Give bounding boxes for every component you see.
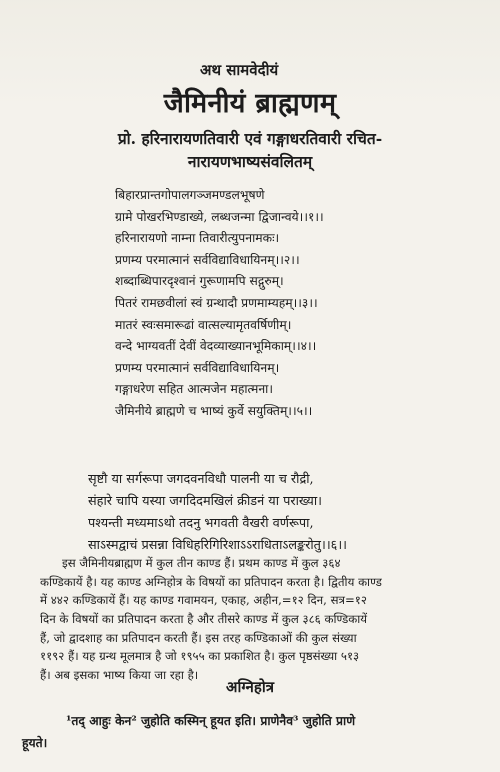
page-title: जैमिनीयं ब्राह्मणम् [163,88,337,119]
subtitle-line-1: प्रो. हरिनारायणतिवारी एवं गङ्गाधरतिवारी रचित- [117,129,383,148]
stanza-line: पश्यन्ती मध्यमाऽथो तदनु भगवती वैखरी वर्णरूपा, [88,516,314,531]
intro-paragraph [40,554,480,685]
paragraph-line: हैं, जो द्वादशाह का प्रतिपादन करती हैं। इस तरह कण्डिकाओं की कुल संख्या [40,630,357,645]
stanza-line: साऽस्मद्वाचं प्रसन्ना विधिहरिगिरिशाऽऽराधिताऽलङ्करोतु।।६।। [88,538,348,553]
verse-line: पितरं रामछवीलां स्वं ग्रन्थादौ प्रणमाम्यहम्।।३।। [115,295,318,310]
paragraph-line: में ४४२ कण्डिकायें हैं। यह काण्ड गवामयन, एकाह, अहीन,=१२ दिन, सत्र=१२ [40,593,367,608]
verse-line: वन्दे भाग्यवतीं देवीं वेदव्याख्यानभूमिकाम्।।४।। [115,339,317,354]
verse-line: प्रणम्य परमात्मानं सर्वविद्याविधायिनम्। [115,360,280,375]
verse-line: हरिनारायणो नाम्ना तिवारीत्युपनामकः। [115,231,280,246]
verse-line: मातरं स्वःसमारूढां वात्सल्यामृतवर्षिणीम्। [115,317,292,332]
verse-line: ग्रामे पोखरभिण्डाख्ये, लब्धजन्मा द्विजान्वये।।१।। [115,209,324,224]
pre-title: अथ सामवेदीयं [200,61,279,79]
verse-line: शब्दाब्धिपारदृश्वानं गुरूणामपि सद्गुरुम्। [115,274,284,289]
quote-line: हूयते। [22,735,48,750]
paragraph-line: इस जैमिनीयब्राह्मण में कुल तीन काण्ड हैं। प्रथम काण्ड में कुल ३६४ [62,556,341,570]
quote-block [22,710,478,754]
verse-line: गङ्गाधरेण सहित आत्मजेन महात्मना। [115,382,274,397]
section-heading: अग्निहोत्र [225,678,274,696]
verse-line: जैमिनीये ब्राह्मणे च भाष्यं कुर्वे सयुक्तिम्।।५।। [115,403,313,418]
paragraph-line: दिन के विषयों का प्रतिपादन करता है और तीसरे काण्ड में कुल ३८६ कण्डिकायें [40,612,368,627]
invocation-stanza [88,469,468,557]
stanza-line: सृष्टौ या सर्गरूपा जगदवनविधौ पालनी या च रौद्री, [88,472,314,487]
paragraph-line: कण्डिकायें है। यह काण्ड अग्निहोत्र के विषयों का प्रतिपादन करता है। द्वितीय काण्ड [40,574,382,589]
verse-block [115,185,455,423]
verse-line: प्रणम्य परमात्मानं सर्वविद्याविधायिनम्।।२।। [115,252,300,267]
paragraph-line: हैं। अब इसका भाष्य किया जा रहा है। [40,668,199,683]
paragraph-line: ११९२ हैं। यह ग्रन्थ मूलमात्र है जो १९५५ का प्रकाशित है। कुल पृष्ठसंख्या ५१३ [40,649,360,664]
quote-line: ¹तद् आहुः केन² जुहोति कस्मिन् हूयत इति। प्राणेनैव³ जुहोति प्राणे [66,713,356,728]
subtitle-line-2: नारायणभाष्यसंवलितम् [187,152,313,171]
verse-line: बिहारप्रान्तगोपालगञ्जमण्डलभूषणे [115,188,265,202]
stanza-line: संहारे चापि यस्या जगदिदमखिलं क्रीडनं या पराख्या। [88,494,322,509]
